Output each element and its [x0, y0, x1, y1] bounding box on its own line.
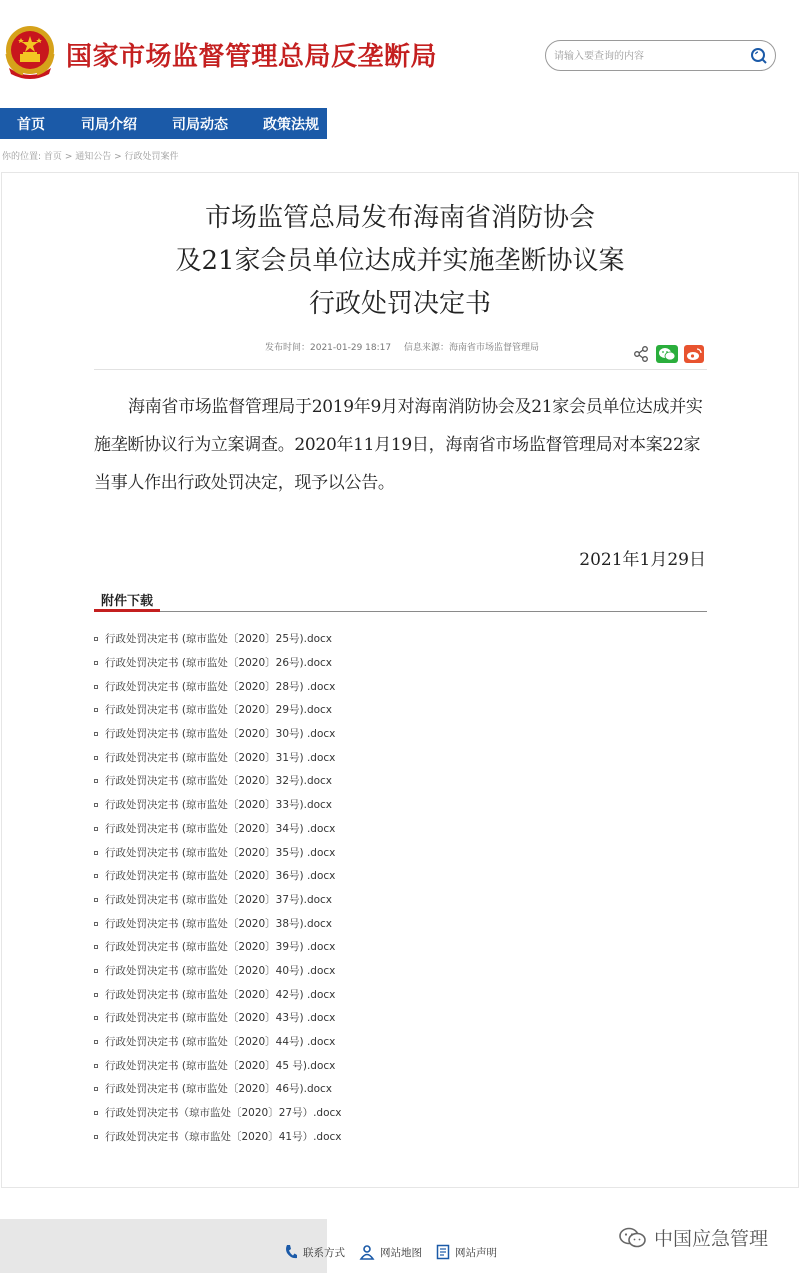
footer-statement-link[interactable] — [436, 1244, 497, 1260]
info-source: 信息来源：海南省市场监督管理局 — [403, 343, 539, 353]
bullet-icon — [94, 756, 98, 760]
attachment-name[interactable]: 行政处罚决定书 (琼市监处〔2020〕34号) .docx — [105, 822, 336, 835]
attachment-link[interactable] — [94, 935, 342, 959]
attachment-link[interactable] — [94, 1006, 342, 1030]
wechat-logo-icon — [618, 1226, 648, 1250]
search-icon — [749, 46, 769, 66]
attachment-name[interactable]: 行政处罚决定书 (琼市监处〔2020〕38号).docx — [105, 917, 333, 930]
bullet-icon — [94, 803, 98, 807]
footer-statement-label[interactable]: 网站声明 — [455, 1246, 497, 1259]
breadcrumb-current-link[interactable]: 行政处罚案件 — [124, 152, 179, 162]
attachment-name[interactable]: 行政处罚决定书 (琼市监处〔2020〕33号).docx — [105, 799, 333, 812]
footer-contact-label[interactable]: 联系方式 — [303, 1246, 345, 1259]
bullet-icon — [94, 898, 98, 902]
attachment-name[interactable]: 行政处罚决定书 (琼市监处〔2020〕30号) .docx — [105, 728, 336, 741]
attachment-link[interactable] — [94, 627, 342, 651]
attachments-header — [94, 590, 707, 612]
attachment-link[interactable] — [94, 864, 342, 888]
attachment-name[interactable]: 行政处罚决定书 (琼市监处〔2020〕28号) .docx — [105, 680, 336, 693]
search-button[interactable] — [749, 46, 769, 66]
attachments-label: 附件下载 — [94, 590, 160, 612]
bullet-icon — [94, 1135, 98, 1139]
document-icon — [436, 1244, 450, 1260]
attachment-link[interactable] — [94, 959, 342, 983]
attachment-name[interactable]: 行政处罚决定书（琼市监处〔2020〕27号）.docx — [105, 1107, 342, 1120]
article-title — [0, 197, 800, 326]
publish-time: 发布时间：2021-01-29 18:17 — [265, 343, 392, 353]
attachment-link[interactable] — [94, 1101, 342, 1125]
article-title-line: 行政处罚决定书 — [308, 289, 491, 319]
bullet-icon — [94, 732, 98, 736]
attachment-name[interactable]: 行政处罚决定书 (琼市监处〔2020〕25号).docx — [105, 633, 333, 646]
footer-contact-link[interactable] — [284, 1244, 345, 1260]
bullet-icon — [94, 708, 98, 712]
bullet-icon — [94, 922, 98, 926]
bullet-icon — [94, 1016, 98, 1020]
search-input[interactable] — [554, 46, 744, 66]
attachment-name[interactable]: 行政处罚决定书 (琼市监处〔2020〕45 号).docx — [105, 1059, 336, 1072]
bullet-icon — [94, 1111, 98, 1115]
article-meta — [265, 340, 549, 353]
article-date: 2021年1月29日 — [579, 550, 706, 570]
nav-item-news[interactable]: 司局动态 — [172, 116, 228, 133]
wechat-icon[interactable] — [656, 345, 678, 363]
site-header — [0, 0, 800, 108]
breadcrumb-separator: > — [114, 152, 122, 162]
attachment-link[interactable] — [94, 745, 342, 769]
article-title-line: 市场监管总局发布海南省消防协会 — [204, 203, 595, 233]
breadcrumb-section-link[interactable]: 通知公告 — [75, 152, 112, 162]
bullet-icon — [94, 851, 98, 855]
bullet-icon — [94, 969, 98, 973]
attachment-name[interactable]: 行政处罚决定书 (琼市监处〔2020〕36号) .docx — [105, 870, 336, 883]
wechat-watermark — [618, 1224, 768, 1251]
attachment-name[interactable]: 行政处罚决定书 (琼市监处〔2020〕46号).docx — [105, 1083, 333, 1096]
article-body: 海南省市场监督管理局于2019年9月对海南消防协会及21家会员单位达成并实施垄断协议行为立案调查。2020年11月19日，海南省市场监督管理局对本案22家当事人作出行政处罚决定，现予以公告。 — [94, 397, 703, 493]
footer-links — [284, 1244, 511, 1260]
attachment-list — [94, 627, 342, 1148]
bullet-icon — [94, 827, 98, 831]
attachment-link[interactable] — [94, 982, 342, 1006]
bullet-icon — [94, 945, 98, 949]
footer-bar — [0, 1219, 327, 1273]
attachment-name[interactable]: 行政处罚决定书（琼市监处〔2020〕41号）.docx — [105, 1130, 342, 1143]
nav-item-policy[interactable]: 政策法规 — [263, 116, 319, 133]
attachment-link[interactable] — [94, 769, 342, 793]
bullet-icon — [94, 779, 98, 783]
bullet-icon — [94, 993, 98, 997]
share-icon[interactable] — [633, 345, 649, 363]
attachment-link[interactable] — [94, 698, 342, 722]
attachment-link[interactable] — [94, 651, 342, 675]
bullet-icon — [94, 685, 98, 689]
breadcrumb-prefix: 你的位置: — [2, 152, 42, 162]
bullet-icon — [94, 1040, 98, 1044]
attachment-link[interactable] — [94, 911, 342, 935]
footer-sitemap-link[interactable] — [359, 1244, 422, 1260]
watermark-text: 中国应急管理 — [654, 1228, 769, 1250]
search-box — [545, 40, 776, 71]
attachment-link[interactable] — [94, 1124, 342, 1148]
article-title-line: 及21家会员单位达成并实施垄断协议案 — [175, 246, 625, 276]
site-title[interactable]: 国家市场监督管理总局反垄断局 — [66, 42, 438, 72]
attachment-link[interactable] — [94, 1030, 342, 1054]
attachment-name[interactable]: 行政处罚决定书 (琼市监处〔2020〕40号) .docx — [105, 964, 336, 977]
attachment-name[interactable]: 行政处罚决定书 (琼市监处〔2020〕39号) .docx — [105, 941, 336, 954]
attachment-name[interactable]: 行政处罚决定书 (琼市监处〔2020〕37号).docx — [105, 893, 333, 906]
attachment-name[interactable]: 行政处罚决定书 (琼市监处〔2020〕31号) .docx — [105, 751, 336, 764]
breadcrumb-home-link[interactable]: 首页 — [43, 152, 62, 162]
attachment-name[interactable]: 行政处罚决定书 (琼市监处〔2020〕43号) .docx — [105, 1012, 336, 1025]
national-emblem-icon[interactable] — [3, 24, 57, 82]
breadcrumb — [2, 149, 179, 162]
weibo-icon[interactable] — [684, 345, 704, 363]
attachment-link[interactable] — [94, 888, 342, 912]
meta-divider — [94, 369, 707, 370]
attachment-link[interactable] — [94, 674, 342, 698]
bullet-icon — [94, 637, 98, 641]
person-icon — [359, 1244, 375, 1260]
bullet-icon — [94, 874, 98, 878]
attachment-link[interactable] — [94, 840, 342, 864]
attachment-link[interactable] — [94, 1053, 342, 1077]
breadcrumb-separator: > — [64, 152, 73, 162]
attachment-name[interactable]: 行政处罚决定书 (琼市监处〔2020〕29号).docx — [105, 704, 333, 717]
bullet-icon — [94, 661, 98, 665]
attachment-link[interactable] — [94, 817, 342, 841]
phone-icon — [284, 1244, 298, 1260]
attachment-name[interactable]: 行政处罚决定书 (琼市监处〔2020〕32号).docx — [105, 775, 333, 788]
attachment-name[interactable]: 行政处罚决定书 (琼市监处〔2020〕35号) .docx — [105, 846, 336, 859]
nav-item-about[interactable]: 司局介绍 — [81, 116, 137, 133]
attachment-name[interactable]: 行政处罚决定书 (琼市监处〔2020〕26号).docx — [105, 657, 333, 670]
bullet-icon — [94, 1087, 98, 1091]
attachment-name[interactable]: 行政处罚决定书 (琼市监处〔2020〕42号) .docx — [105, 988, 336, 1001]
attachment-link[interactable] — [94, 1077, 342, 1101]
main-nav — [0, 108, 327, 139]
bullet-icon — [94, 1064, 98, 1068]
attachment-link[interactable] — [94, 722, 342, 746]
nav-item-home[interactable]: 首页 — [17, 116, 45, 133]
footer-sitemap-label[interactable]: 网站地图 — [380, 1246, 422, 1259]
attachment-name[interactable]: 行政处罚决定书 (琼市监处〔2020〕44号) .docx — [105, 1036, 336, 1049]
attachment-link[interactable] — [94, 793, 342, 817]
